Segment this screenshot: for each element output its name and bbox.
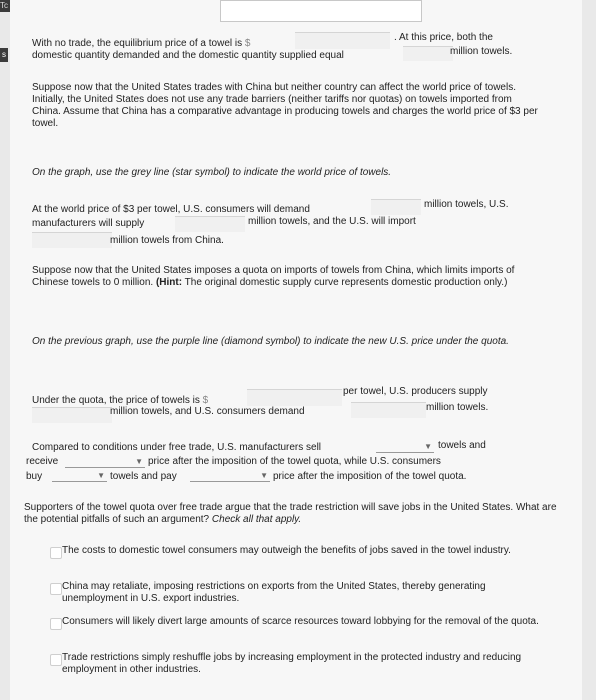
q4-text-e: buy (26, 471, 43, 482)
left-side-tab[interactable] (0, 48, 8, 62)
option-label-1: The costs to domestic towel consumers may outweigh the benefits of jobs saved in the towel industry. (62, 545, 511, 556)
q1-line1 (32, 38, 250, 49)
q4-text-a: Compared to conditions under free trade, U.S. manufacturers sell (32, 442, 322, 453)
q3-text-a: Under the quota, the price of towels is (32, 395, 200, 406)
q3-text-c: million towels, and U.S. consumers demand (110, 406, 305, 417)
quota-price-input[interactable] (247, 389, 342, 406)
option-label-4: Trade restrictions simply reshuffle jobs by increasing employment in the protected industry and reducing employment in other industries. (62, 652, 522, 675)
intro-paragraph: Suppose now that the United States trades with China but neither country can affect the world price of towels. Initially, the United States does not use any trade barriers (neither tariffs nor quotas) on towels imported from China. Assume that China has a comparative advantage in producing towels and charges the world price of $3 per towel. (32, 82, 538, 129)
q4-text-f: towels and pay (110, 471, 177, 482)
imports-input[interactable] (32, 232, 112, 248)
q1-text-d: million towels. (450, 46, 513, 57)
q3-line1 (32, 395, 208, 406)
supporters-paragraph (24, 502, 564, 526)
equilibrium-quantity-input[interactable] (403, 46, 453, 61)
q1-text-c: domestic quantity demanded and the domestic quantity supplied equal (32, 50, 344, 61)
chevron-down-icon: ▼ (97, 471, 105, 480)
q4-text-g: price after the imposition of the towel quota. (273, 471, 467, 482)
world-demand-input[interactable] (371, 199, 421, 215)
world-supply-input[interactable] (175, 216, 245, 232)
q3-text-d: million towels. (426, 402, 489, 413)
q4-text-d: price after the imposition of the towel quota, while U.S. consumers (148, 456, 441, 467)
hint-text: The original domestic supply curve represents domestic production only.) (184, 277, 508, 288)
graph-instruction-1: On the graph, use the grey line (star symbol) to indicate the world price of towels. (32, 167, 392, 178)
quota-paragraph (32, 265, 552, 289)
q1-text-a: With no trade, the equilibrium price of a towel is (32, 38, 243, 49)
top-answer-box[interactable] (220, 0, 422, 22)
quota-supply-input[interactable] (32, 407, 112, 423)
dollar-sign-2: $ (202, 395, 209, 406)
quota-text: Suppose now that the United States imposes a quota on imports of towels from China, which limits imports of Chinese towels to 0 million. (32, 265, 515, 288)
consumers-price-dropdown[interactable] (190, 469, 270, 482)
check-all-label: Check all that apply. (211, 514, 302, 525)
option-label-3: Consumers will likely divert large amounts of scarce resources toward lobbying for the removal of the quota. (62, 616, 539, 627)
manufacturers-sell-dropdown[interactable] (376, 440, 434, 453)
question-panel (10, 0, 582, 700)
q2-text-a: At the world price of $3 per towel, U.S. consumers will demand (32, 204, 310, 215)
option-checkbox-4[interactable] (50, 654, 62, 666)
option-checkbox-1[interactable] (50, 547, 62, 559)
graph-instruction-2: On the previous graph, use the purple line (diamond symbol) to indicate the new U.S. price under the quota. (32, 336, 509, 347)
chevron-down-icon: ▼ (135, 457, 143, 466)
option-checkbox-2[interactable] (50, 583, 62, 595)
manufacturers-price-dropdown[interactable] (65, 455, 145, 468)
tab-label: Tc (0, 1, 8, 10)
q2-text-b: million towels, U.S. (424, 199, 509, 210)
q3-text-b: per towel, U.S. producers supply (343, 386, 488, 397)
q1-text-b: . At this price, both the (394, 32, 493, 43)
option-checkbox-3[interactable] (50, 618, 62, 630)
chevron-down-icon: ▼ (260, 471, 268, 480)
q2-text-d: million towels, and the U.S. will import (248, 216, 416, 227)
equilibrium-price-input[interactable] (295, 32, 390, 49)
hint-label: (Hint: (155, 277, 183, 288)
quota-demand-input[interactable] (351, 402, 426, 418)
q2-text-c: manufacturers will supply (32, 218, 145, 229)
option-label-2: China may retaliate, imposing restrictions on exports from the United States, thereby generating unemployment in U.S. export industries. (62, 581, 486, 604)
dollar-sign: $ (244, 38, 251, 49)
chevron-down-icon: ▼ (424, 442, 432, 451)
q4-text-c: receive (26, 456, 59, 467)
supporters-text: Supporters of the towel quota over free trade argue that the trade restriction will save jobs in the United States. What are the potential pitfalls of such an argument? (24, 502, 557, 525)
consumers-buy-dropdown[interactable] (52, 469, 107, 482)
q2-text-e: million towels from China. (110, 235, 224, 246)
q4-text-b: towels and (438, 440, 486, 451)
left-tab-label: s (2, 50, 6, 59)
